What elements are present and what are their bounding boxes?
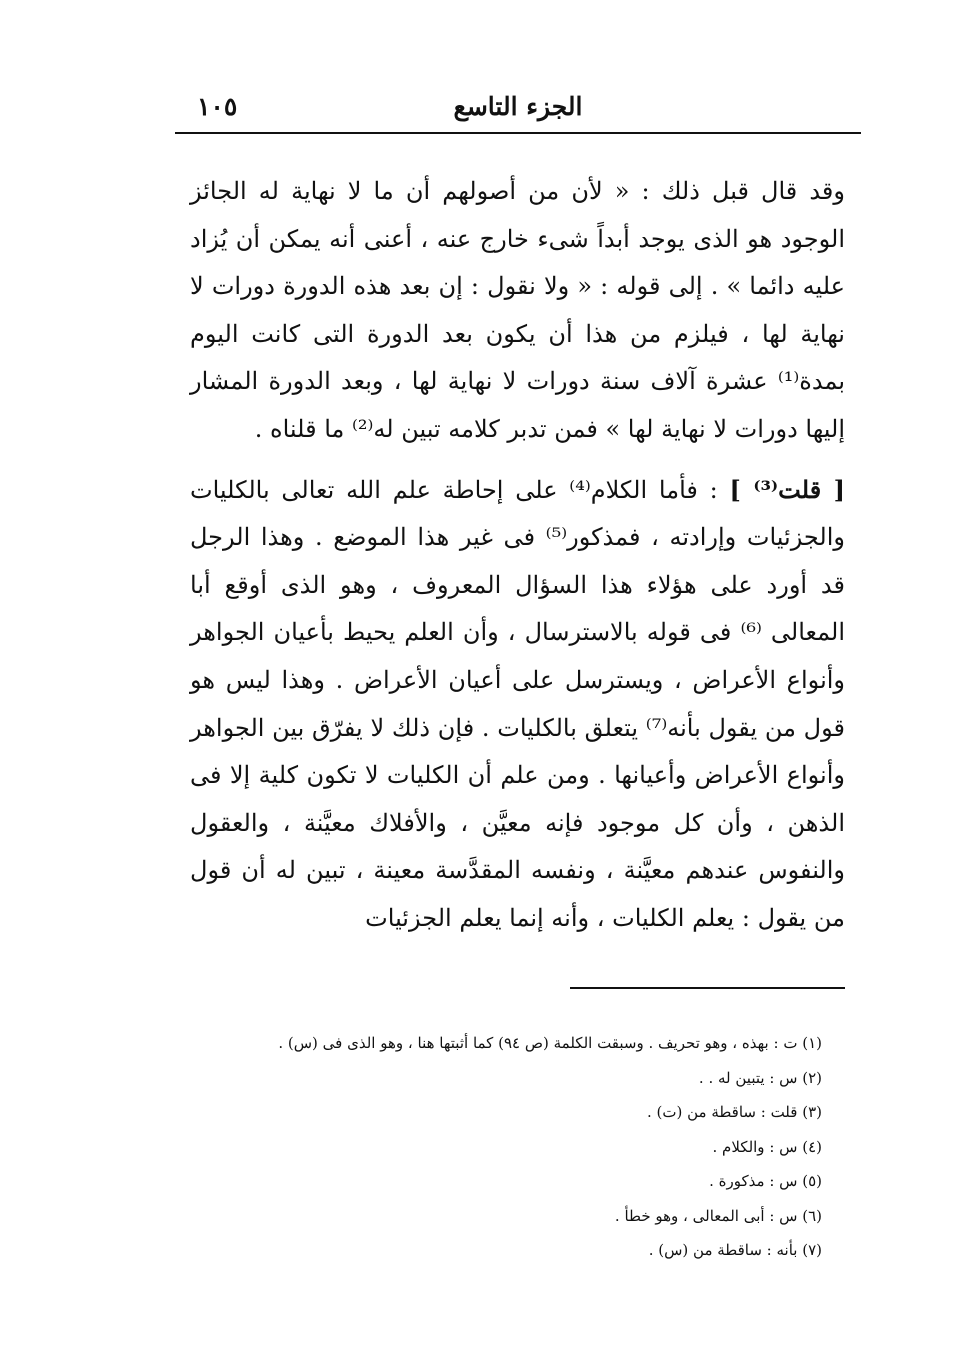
footnote-divider — [570, 987, 845, 989]
paragraph-2 — [190, 466, 845, 943]
footnote-4: (٤) س : والكلام . — [712, 1137, 822, 1156]
footnote-5: (٥) س : مذكورة . — [709, 1172, 822, 1190]
paragraph-1: وقد قال قبل ذلك : « لأن من أصولهم أن ما لا نهاية له الجائز الوجود هو الذى يوجد أبداً شىء خارج عنه ، أعنى أنه يمكن أن يُزاد عليه دائما » . إلى قوله : « ولا نقول : إن بعد هذه الدورة دورات لا نهاية لها ، فيلزم من هذا أن يكون بعد الدورة التى كانت اليوم بمدة⁽¹⁾ عشرة آلاف سنة دورات لا نهاية لها ، وبعد الدورة المشار إليها دورات لا نهاية لها » فمن تدبر كلامه تبين له⁽²⁾ ما قلناه . — [190, 177, 846, 443]
page-header — [175, 88, 861, 134]
footnote-3: (٣) قلت : ساقطة من (ت) . — [646, 1103, 822, 1121]
footnote-2: (٢) س : يتبين له . . — [698, 1068, 822, 1087]
footnote-6: (٦) س : أبى المعالى ، وهو خطأ . — [614, 1206, 822, 1225]
page-number: ١٠٥ — [197, 92, 238, 121]
footnote-7: (٧) بأنه : ساقطة من (س) . — [648, 1241, 822, 1259]
bracket-label: [ قلت⁽³⁾ ] — [729, 474, 846, 504]
footnote-1: (١) ت : بهذه ، وهو تحريف . وسبقت الكلمة (ص ٩٤) كما أثبتها هنا ، وهو الذى فى (س) . — [278, 1034, 822, 1052]
main-text — [190, 168, 845, 943]
running-title: الجزء التاسع — [453, 92, 583, 121]
paragraph-2-text: : فأما الكلام⁽⁴⁾ على إحاطة علم الله تعالى بالكليات والجزئيات وإرادته ، فمذكور⁽⁵⁾ فى غير هذا الموضع . وهذا الرجل قد أورد على هؤلاء هذا السؤال المعروف ، وهو الذى أوقع أبا المعالى ⁽⁶⁾ فى قوله بالاسترسال ، وأن العلم يحيط بأعيان الجواهر وأنواع الأعراض ، ويسترسل على أعيان الأعراض . وهذا ليس هو قول من يقول بأنه⁽⁷⁾ يتعلق بالكليات . فإن ذلك لا يفرّق بين الجواهر وأنواع الأعراض وأعيانها . ومن علم أن الكليات لا تكون كلية إلا فى الذهن ، وأن كل موجود فإنه معيَّن ، والأفلاك معيَّنة ، والعقول والنفوس عندهم معيَّنة ، ونفسه المقدَّسة معينة ، تبين له أن قول من يقول : يعلم الكليات ، وأنه إنما يعلم الجزئيات — [190, 475, 846, 932]
footnotes — [150, 1026, 822, 1268]
